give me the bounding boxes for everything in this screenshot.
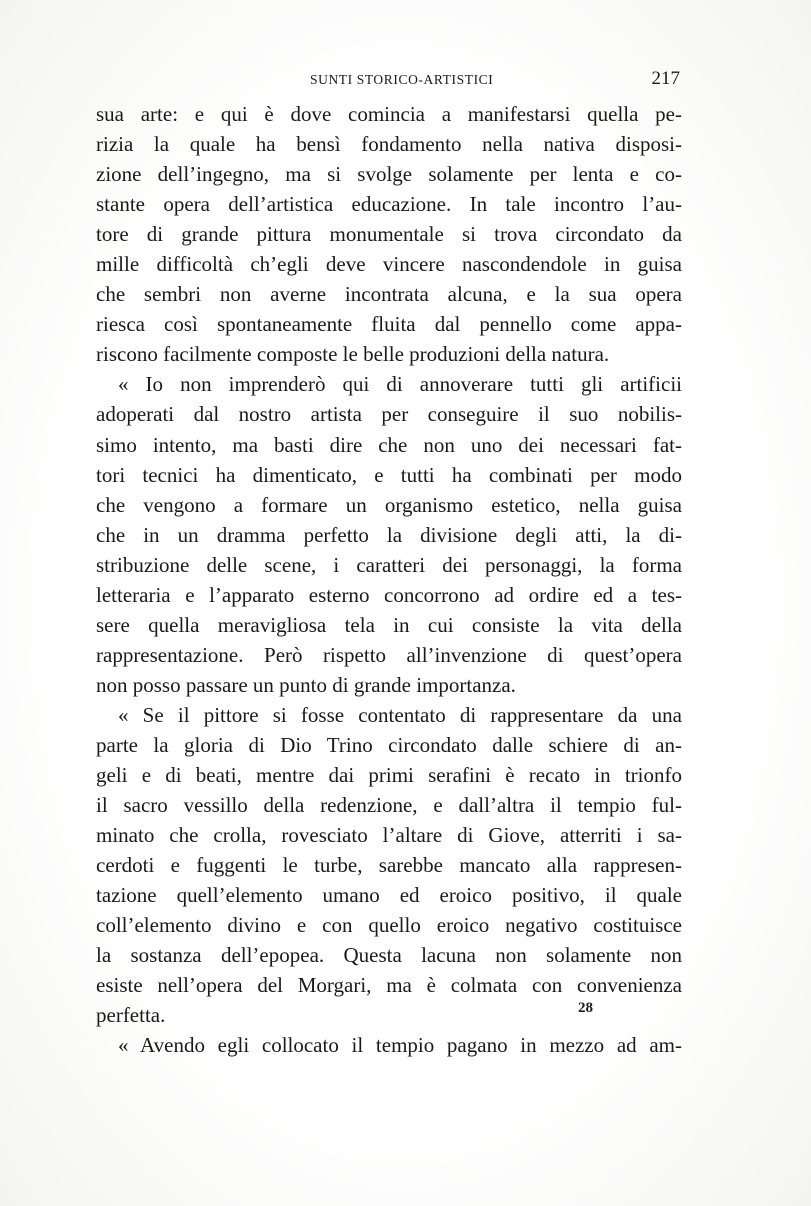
text-line: cerdoti e fuggenti le turbe, sarebbe mancato alla rappresen- xyxy=(96,853,682,878)
text-line: non posso passare un punto di grande importanza. xyxy=(96,672,516,697)
page-number: 217 xyxy=(651,68,680,89)
text-line: « Se il pittore si fosse contentato di rappresentare da una xyxy=(118,702,682,727)
body-text xyxy=(96,99,682,1061)
text-line: « Io non imprenderò qui di annoverare tutti gli artificii xyxy=(118,372,682,397)
text-line: stribuzione delle scene, i caratteri dei personaggi, la forma xyxy=(96,552,682,577)
text-line: tori tecnici ha dimenticato, e tutti ha combinati per modo xyxy=(96,462,682,487)
text-line: rizia la quale ha bensì fondamento nella nativa disposi- xyxy=(96,132,682,157)
text-line: tazione quell’elemento umano ed eroico positivo, il quale xyxy=(96,883,682,908)
text-line: minato che crolla, rovesciato l’altare di Giove, atterriti i sa- xyxy=(96,823,682,848)
text-line: il sacro vessillo della redenzione, e dall’altra il tempio ful- xyxy=(96,793,682,818)
text-line: esiste nell’opera del Morgari, ma è colmata con convenienza xyxy=(96,973,682,998)
text-line: rappresentazione. Però rispetto all’invenzione di quest’opera xyxy=(96,642,682,667)
text-line: zione dell’ingegno, ma si svolge solamente per lenta e co- xyxy=(96,162,682,187)
text-line: coll’elemento divino e con quello eroico negativo costituisce xyxy=(96,913,682,938)
text-line: tore di grande pittura monumentale si trova circondato da xyxy=(96,222,682,247)
text-line: sere quella meravigliosa tela in cui consiste la vita della xyxy=(96,612,682,637)
text-line: la sostanza dell’epopea. Questa lacuna non solamente non xyxy=(96,943,682,968)
text-line: adoperati dal nostro artista per conseguire il suo nobilis- xyxy=(96,402,682,427)
text-line: sua arte: e qui è dove comincia a manifestarsi quella pe- xyxy=(96,102,682,126)
text-line: riesca così spontaneamente fluita dal pennello come appa- xyxy=(96,312,682,337)
text-line: che in un dramma perfetto la divisione degli atti, la di- xyxy=(96,522,682,547)
text-line: stante opera dell’artistica educazione. In tale incontro l’au- xyxy=(96,192,682,217)
text-line: parte la gloria di Dio Trino circondato dalle schiere di an- xyxy=(96,732,682,757)
text-line: riscono facilmente composte le belle produzioni della natura. xyxy=(96,342,610,367)
signature-mark: 28 xyxy=(578,1000,593,1016)
page-header xyxy=(96,68,682,92)
text-line: che vengono a formare un organismo estetico, nella guisa xyxy=(96,492,682,517)
text-line: che sembri non averne incontrata alcuna, e la sua opera xyxy=(96,282,682,307)
text-line: geli e di beati, mentre dai primi serafini è recato in trionfo xyxy=(96,763,682,788)
text-line: simo intento, ma basti dire che non uno dei necessari fat- xyxy=(96,432,682,457)
text-line: perfetta. xyxy=(96,1003,166,1028)
text-line: « Avendo egli collocato il tempio pagano in mezzo ad am- xyxy=(118,1033,682,1058)
text-line: letteraria e l’apparato esterno concorrono ad ordire ed a tes- xyxy=(96,582,682,607)
text-line: mille difficoltà ch’egli deve vincere nascondendole in guisa xyxy=(96,252,682,277)
running-head: SUNTI STORICO-ARTISTICI xyxy=(310,72,494,87)
